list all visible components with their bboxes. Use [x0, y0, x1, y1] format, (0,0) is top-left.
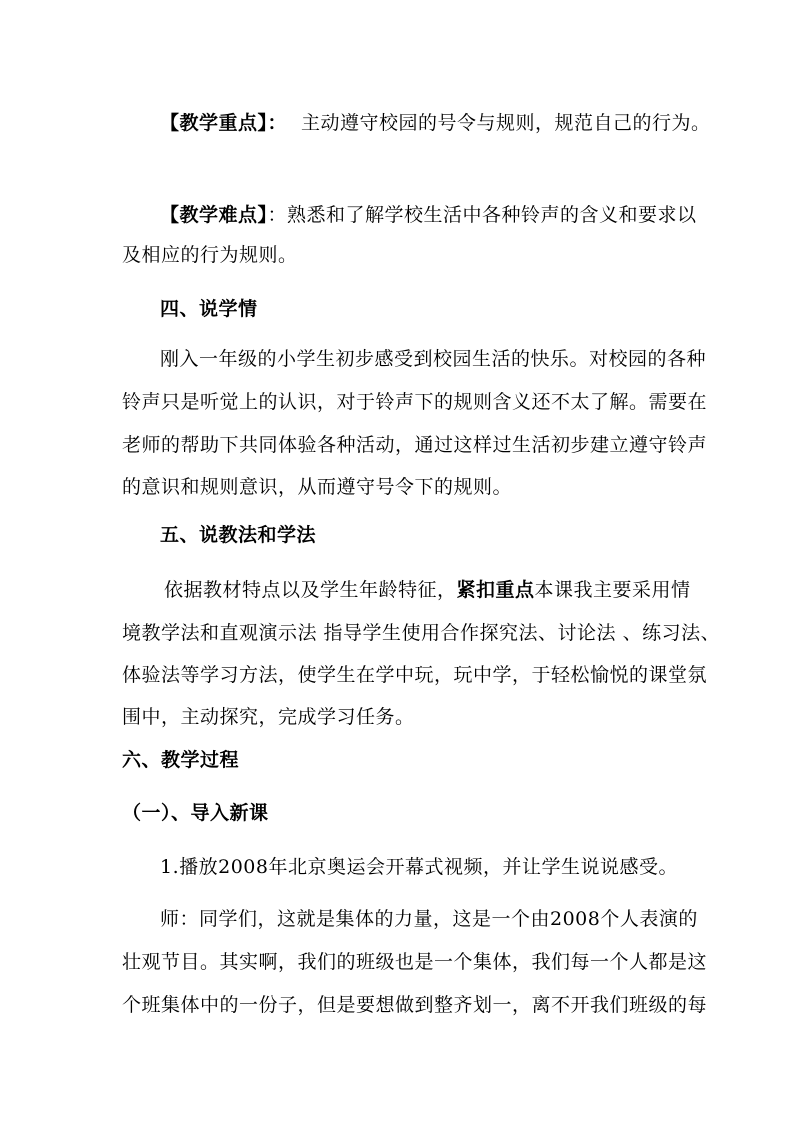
section6-heading: 六、教学过程 — [122, 749, 240, 771]
teacher-line: 师：同学们，这就是集体的力量，这是一个由2008个人表演的 — [160, 908, 698, 930]
teaching-difficulty-label: 【教学难点】 — [160, 204, 268, 226]
teacher-line: 个班集体中的一份子，但是要想做到整齐划一，离不开我们班级的每 — [122, 994, 708, 1016]
teaching-focus — [160, 108, 711, 138]
section5-line: 体验法等学习方法，使学生在学中玩，玩中学，于轻松愉悦的课堂氛 — [122, 664, 708, 686]
teacher-line: 壮观节目。其实啊，我们的班级也是一个集体，我们每一个人都是这 — [122, 951, 708, 973]
section5-line1-bold: 紧扣重点 — [456, 579, 535, 601]
section5-line: 围中，主动探究，完成学习任务。 — [122, 706, 415, 728]
section6-item1: 1.播放2008年北京奥运会开幕式视频，并让学生说说感受。 — [160, 856, 678, 878]
section4-heading: 四、说学情 — [160, 298, 258, 320]
teaching-focus-label: 【教学重点】： — [160, 112, 288, 134]
section5-line: 境教学法和直观演示法 指导学生使用合作探究法、讨论法 、练习法、 — [122, 622, 721, 644]
section4-line: 的意识和规则意识，从而遵守号令下的规则。 — [122, 476, 513, 498]
teaching-difficulty-text: ：熟悉和了解学校生活中各种铃声的含义和要求以 — [267, 204, 697, 226]
section5-line — [164, 575, 691, 605]
teaching-difficulty — [160, 200, 697, 230]
section5-line1-pre: 依据教材特点以及学生年龄特征， — [164, 579, 457, 601]
section4-line: 铃声只是听觉上的认识，对于铃声下的规则含义还不太了解。需要在 — [122, 391, 708, 413]
section5-heading: 五、说教法和学法 — [160, 524, 317, 546]
teaching-focus-text: 主动遵守校园的号令与规则，规范自己的行为。 — [301, 112, 711, 134]
section4-line: 老师的帮助下共同体验各种活动，通过这样过生活初步建立遵守铃声 — [122, 434, 708, 456]
teaching-difficulty-line2: 及相应的行为规则。 — [122, 244, 298, 266]
section4-line: 刚入一年级的小学生初步感受到校园生活的快乐。对校园的各种 — [160, 348, 707, 370]
section5-line1-post: 本课我主要采用情 — [534, 579, 691, 601]
section6-subheading: （一）、导入新课 — [122, 802, 269, 824]
